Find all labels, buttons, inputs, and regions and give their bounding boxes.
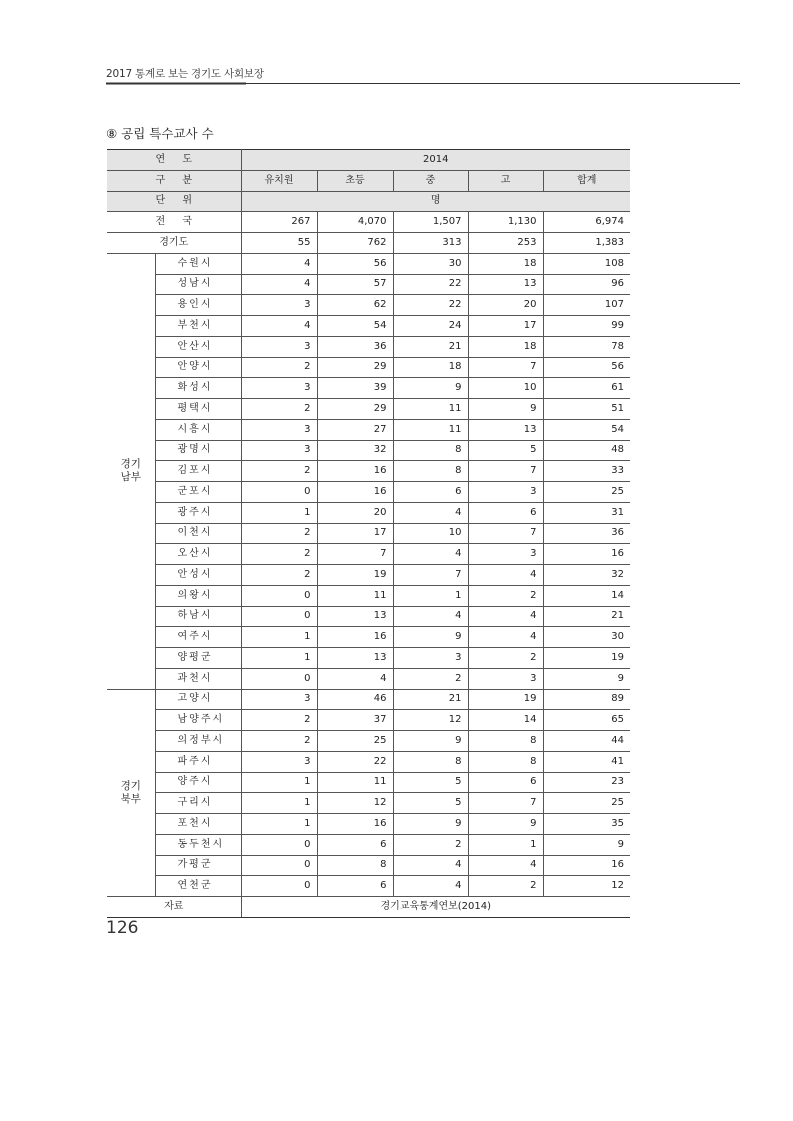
city-label: 하남시: [155, 606, 241, 627]
table-row: [107, 585, 630, 606]
cell-value: 56: [317, 253, 393, 274]
cell-value: 4: [393, 502, 468, 523]
cell-value: 19: [543, 648, 630, 669]
cell-value: 29: [317, 357, 393, 378]
cell-value: 3: [468, 482, 543, 503]
cell-value: 2: [241, 357, 317, 378]
cell-value: 25: [543, 482, 630, 503]
cell-value: 7: [468, 357, 543, 378]
cell-value: 16: [317, 814, 393, 835]
city-label: 이천시: [155, 523, 241, 544]
cell-value: 16: [317, 461, 393, 482]
table-row: [107, 565, 630, 586]
cell-value: 4: [468, 627, 543, 648]
cell-value: 9: [393, 814, 468, 835]
city-label: 구리시: [155, 793, 241, 814]
city-label: 성남시: [155, 274, 241, 295]
col-header: 유치원: [241, 170, 317, 191]
cell-value: 13: [468, 274, 543, 295]
cell-value: 4: [393, 544, 468, 565]
cell-value: 1: [241, 502, 317, 523]
table-row: [107, 461, 630, 482]
table-row: [107, 855, 630, 876]
gyeonggi-label: 경기도: [107, 233, 241, 254]
source-label: 자료: [107, 897, 241, 918]
table-row: [107, 772, 630, 793]
cell-value: 21: [393, 689, 468, 710]
header-rule: [106, 83, 740, 84]
table-row: [107, 814, 630, 835]
cell-value: 8: [468, 751, 543, 772]
city-label: 여주시: [155, 627, 241, 648]
cell-value: 1,383: [543, 233, 630, 254]
cell-value: 39: [317, 378, 393, 399]
year-header-label: 연 도: [107, 150, 241, 171]
city-label: 포천시: [155, 814, 241, 835]
city-label: 시흥시: [155, 419, 241, 440]
city-label: 가평군: [155, 855, 241, 876]
city-label: 의왕시: [155, 585, 241, 606]
table-row: [107, 482, 630, 503]
city-label: 남양주시: [155, 710, 241, 731]
cell-value: 2: [241, 461, 317, 482]
city-label: 파주시: [155, 751, 241, 772]
cell-value: 19: [317, 565, 393, 586]
cell-value: 8: [393, 751, 468, 772]
region-label-north: [107, 689, 155, 897]
cell-value: 46: [317, 689, 393, 710]
city-label: 안성시: [155, 565, 241, 586]
category-header-label: 구 분: [107, 170, 241, 191]
city-label: 오산시: [155, 544, 241, 565]
year-value: 2014: [241, 150, 630, 171]
cell-value: 4: [241, 253, 317, 274]
cell-value: 2: [393, 834, 468, 855]
city-label: 안산시: [155, 336, 241, 357]
cell-value: 4: [468, 855, 543, 876]
unit-value: 명: [241, 191, 630, 212]
cell-value: 17: [468, 316, 543, 337]
cell-value: 54: [317, 316, 393, 337]
cell-value: 1: [241, 772, 317, 793]
cell-value: 29: [317, 399, 393, 420]
cell-value: 9: [543, 668, 630, 689]
national-label: 전 국: [107, 212, 241, 233]
cell-value: 36: [317, 336, 393, 357]
gyeonggi-row: [107, 233, 630, 254]
cell-value: 16: [543, 544, 630, 565]
city-label: 연천군: [155, 876, 241, 897]
cell-value: 4: [393, 855, 468, 876]
cell-value: 25: [543, 793, 630, 814]
cell-value: 8: [393, 440, 468, 461]
cell-value: 267: [241, 212, 317, 233]
unit-header-label: 단 위: [107, 191, 241, 212]
cell-value: 14: [468, 710, 543, 731]
cell-value: 25: [317, 731, 393, 752]
cell-value: 13: [317, 648, 393, 669]
table-row: [107, 689, 630, 710]
table-row: [107, 295, 630, 316]
city-label: 용인시: [155, 295, 241, 316]
table-row: [107, 731, 630, 752]
cell-value: 31: [543, 502, 630, 523]
cell-value: 107: [543, 295, 630, 316]
cell-value: 35: [543, 814, 630, 835]
cell-value: 65: [543, 710, 630, 731]
cell-value: 4: [393, 876, 468, 897]
region-label-text: 경기 남부: [120, 458, 141, 484]
cell-value: 19: [468, 689, 543, 710]
cell-value: 20: [468, 295, 543, 316]
city-label: 고양시: [155, 689, 241, 710]
table-row: [107, 357, 630, 378]
cell-value: 2: [241, 710, 317, 731]
cell-value: 3: [468, 668, 543, 689]
cell-value: 17: [317, 523, 393, 544]
cell-value: 36: [543, 523, 630, 544]
cell-value: 762: [317, 233, 393, 254]
cell-value: 16: [317, 627, 393, 648]
cell-value: 16: [317, 482, 393, 503]
cell-value: 23: [543, 772, 630, 793]
city-label: 군포시: [155, 482, 241, 503]
cell-value: 3: [241, 295, 317, 316]
city-label: 의정부시: [155, 731, 241, 752]
cell-value: 3: [241, 336, 317, 357]
cell-value: 78: [543, 336, 630, 357]
page-number: 126: [106, 918, 139, 938]
cell-value: 13: [468, 419, 543, 440]
table-row: [107, 648, 630, 669]
cell-value: 18: [468, 336, 543, 357]
cell-value: 16: [543, 855, 630, 876]
cell-value: 7: [468, 461, 543, 482]
table-row: [107, 336, 630, 357]
cell-value: 2: [468, 876, 543, 897]
table-row: [107, 606, 630, 627]
cell-value: 11: [393, 419, 468, 440]
cell-value: 30: [543, 627, 630, 648]
cell-value: 41: [543, 751, 630, 772]
cell-value: 8: [317, 855, 393, 876]
cell-value: 313: [393, 233, 468, 254]
city-label: 수원시: [155, 253, 241, 274]
cell-value: 3: [241, 440, 317, 461]
cell-value: 9: [393, 378, 468, 399]
cell-value: 6: [393, 482, 468, 503]
city-label: 부천시: [155, 316, 241, 337]
cell-value: 3: [393, 648, 468, 669]
cell-value: 27: [317, 419, 393, 440]
cell-value: 33: [543, 461, 630, 482]
cell-value: 0: [241, 585, 317, 606]
cell-value: 7: [317, 544, 393, 565]
col-header: 합계: [543, 170, 630, 191]
cell-value: 3: [241, 419, 317, 440]
table-row: [107, 399, 630, 420]
source-row: [107, 897, 630, 918]
cell-value: 2: [241, 399, 317, 420]
cell-value: 51: [543, 399, 630, 420]
cell-value: 30: [393, 253, 468, 274]
region-label-south: [107, 253, 155, 689]
city-label: 평택시: [155, 399, 241, 420]
city-label: 양평군: [155, 648, 241, 669]
cell-value: 3: [468, 544, 543, 565]
running-header: 2017 통계로 보는 경기도 사회보장: [106, 68, 264, 80]
cell-value: 1: [393, 585, 468, 606]
cell-value: 21: [393, 336, 468, 357]
cell-value: 4: [317, 668, 393, 689]
region-label-text: 경기 북부: [120, 779, 141, 805]
table-row: [107, 440, 630, 461]
table-row: [107, 274, 630, 295]
cell-value: 62: [317, 295, 393, 316]
cell-value: 4: [241, 316, 317, 337]
cell-value: 9: [393, 731, 468, 752]
cell-value: 7: [468, 523, 543, 544]
cell-value: 1,130: [468, 212, 543, 233]
table-row: [107, 751, 630, 772]
cell-value: 9: [468, 814, 543, 835]
cell-value: 108: [543, 253, 630, 274]
city-label: 과천시: [155, 668, 241, 689]
cell-value: 2: [241, 731, 317, 752]
cell-value: 89: [543, 689, 630, 710]
cell-value: 0: [241, 668, 317, 689]
cell-value: 10: [468, 378, 543, 399]
cell-value: 56: [543, 357, 630, 378]
table-row: [107, 668, 630, 689]
table-row: [107, 544, 630, 565]
cell-value: 20: [317, 502, 393, 523]
cell-value: 2: [393, 668, 468, 689]
cell-value: 14: [543, 585, 630, 606]
col-header: 중: [393, 170, 468, 191]
cell-value: 2: [241, 565, 317, 586]
cell-value: 4,070: [317, 212, 393, 233]
city-label: 광주시: [155, 502, 241, 523]
cell-value: 37: [317, 710, 393, 731]
table-row: [107, 523, 630, 544]
cell-value: 18: [393, 357, 468, 378]
cell-value: 1: [241, 793, 317, 814]
cell-value: 253: [468, 233, 543, 254]
cell-value: 11: [317, 585, 393, 606]
cell-value: 0: [241, 606, 317, 627]
cell-value: 18: [468, 253, 543, 274]
cell-value: 3: [241, 689, 317, 710]
cell-value: 2: [241, 523, 317, 544]
cell-value: 2: [468, 585, 543, 606]
cell-value: 3: [241, 751, 317, 772]
cell-value: 61: [543, 378, 630, 399]
cell-value: 24: [393, 316, 468, 337]
table-row: [107, 502, 630, 523]
table-row: [107, 834, 630, 855]
cell-value: 6: [317, 834, 393, 855]
table-row: [107, 316, 630, 337]
cell-value: 4: [468, 606, 543, 627]
city-label: 동두천시: [155, 834, 241, 855]
col-header: 고: [468, 170, 543, 191]
city-label: 양주시: [155, 772, 241, 793]
cell-value: 4: [468, 565, 543, 586]
cell-value: 0: [241, 834, 317, 855]
cell-value: 1: [241, 814, 317, 835]
cell-value: 48: [543, 440, 630, 461]
table-row: [107, 793, 630, 814]
cell-value: 55: [241, 233, 317, 254]
cell-value: 54: [543, 419, 630, 440]
cell-value: 5: [393, 772, 468, 793]
cell-value: 0: [241, 482, 317, 503]
cell-value: 8: [393, 461, 468, 482]
cell-value: 6: [468, 502, 543, 523]
cell-value: 4: [241, 274, 317, 295]
cell-value: 6,974: [543, 212, 630, 233]
cell-value: 22: [393, 295, 468, 316]
cell-value: 32: [543, 565, 630, 586]
cell-value: 57: [317, 274, 393, 295]
national-row: [107, 212, 630, 233]
cell-value: 8: [468, 731, 543, 752]
table-row: [107, 378, 630, 399]
cell-value: 1: [468, 834, 543, 855]
cell-value: 10: [393, 523, 468, 544]
cell-value: 2: [468, 648, 543, 669]
cell-value: 6: [317, 876, 393, 897]
cell-value: 9: [468, 399, 543, 420]
cell-value: 5: [468, 440, 543, 461]
cell-value: 7: [393, 565, 468, 586]
cell-value: 44: [543, 731, 630, 752]
cell-value: 9: [393, 627, 468, 648]
city-label: 김포시: [155, 461, 241, 482]
city-label: 광명시: [155, 440, 241, 461]
table-row: [107, 419, 630, 440]
cell-value: 1,507: [393, 212, 468, 233]
table-row: [107, 253, 630, 274]
cell-value: 11: [393, 399, 468, 420]
cell-value: 96: [543, 274, 630, 295]
special-teachers-table: [107, 149, 630, 918]
cell-value: 21: [543, 606, 630, 627]
col-header: 초등: [317, 170, 393, 191]
cell-value: 12: [317, 793, 393, 814]
cell-value: 4: [393, 606, 468, 627]
cell-value: 0: [241, 855, 317, 876]
cell-value: 22: [317, 751, 393, 772]
cell-value: 5: [393, 793, 468, 814]
table-row: [107, 710, 630, 731]
cell-value: 22: [393, 274, 468, 295]
cell-value: 1: [241, 627, 317, 648]
cell-value: 6: [468, 772, 543, 793]
cell-value: 3: [241, 378, 317, 399]
cell-value: 1: [241, 648, 317, 669]
table-row: [107, 627, 630, 648]
section-title: ⑧ 공립 특수교사 수: [106, 126, 214, 141]
cell-value: 12: [393, 710, 468, 731]
cell-value: 13: [317, 606, 393, 627]
cell-value: 0: [241, 876, 317, 897]
city-label: 화성시: [155, 378, 241, 399]
city-label: 안양시: [155, 357, 241, 378]
cell-value: 9: [543, 834, 630, 855]
cell-value: 12: [543, 876, 630, 897]
table-row: [107, 876, 630, 897]
cell-value: 99: [543, 316, 630, 337]
cell-value: 11: [317, 772, 393, 793]
cell-value: 2: [241, 544, 317, 565]
source-text: 경기교육통계연보(2014): [241, 897, 630, 918]
cell-value: 7: [468, 793, 543, 814]
cell-value: 32: [317, 440, 393, 461]
